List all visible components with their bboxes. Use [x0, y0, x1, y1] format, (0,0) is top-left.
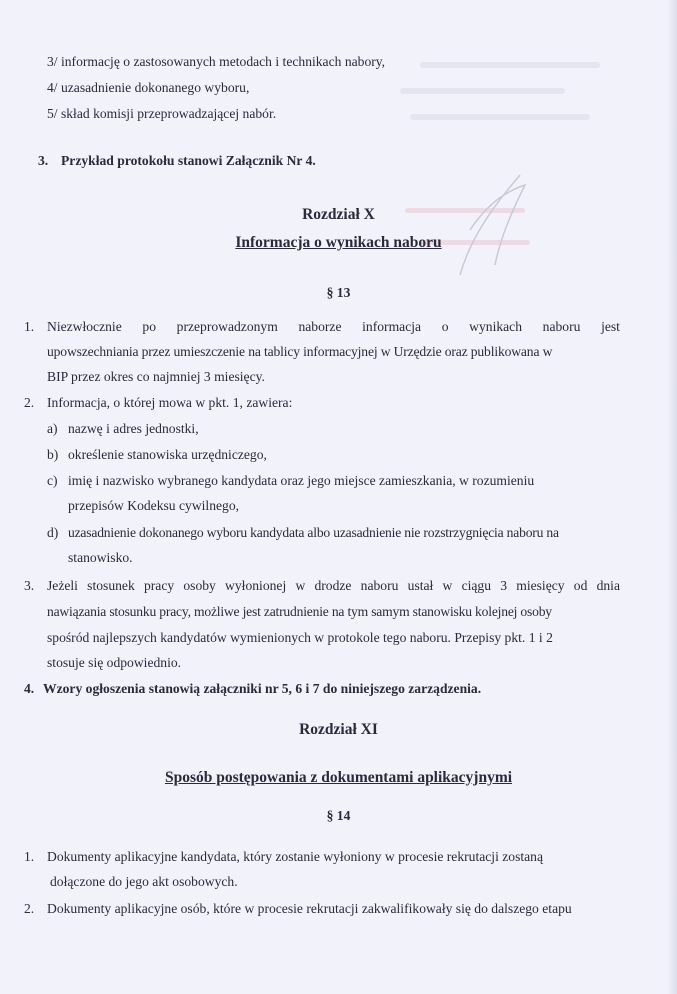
item-line: nawiązania stosunku pracy, możliwe jest zatrudnienie na tym samym stanowisku kolejnej osoby: [47, 604, 552, 619]
list-item: 4/ uzasadnienie dokonanego wyboru,: [47, 80, 250, 95]
item-number: 2.: [24, 901, 35, 916]
section-sign: § 13: [326, 285, 351, 300]
item-line: upowszechniania przez umieszczenie na tablicy informacyjnej w Urzędzie oraz publikowana w: [47, 344, 553, 359]
chapter-heading: Rozdział X: [302, 206, 375, 223]
subitem-text: nazwę i adres jednostki,: [68, 421, 199, 436]
item-line: stosuje się odpowiednio.: [47, 655, 182, 670]
item-line: Dokumenty aplikacyjne osób, które w procesie rekrutacji zakwalifikowały się do dalszego etapu: [47, 901, 572, 916]
point-number: 3.: [38, 153, 49, 168]
signature-mark: [450, 170, 540, 280]
subitem-text: imię i nazwisko wybranego kandydata oraz jego miejsce zamieszkania, w rozumieniu: [68, 473, 535, 488]
word: jest: [601, 319, 620, 334]
section-sign: § 14: [326, 808, 351, 823]
subitem-text: określenie stanowiska urzędniczego,: [68, 447, 267, 462]
subitem-text: uzasadnienie dokonanego wyboru kandydata albo uzasadnienie nie rozstrzygnięcia naboru na: [68, 525, 559, 540]
chapter-heading: Rozdział XI: [299, 721, 378, 738]
subitem-letter: a): [47, 421, 58, 436]
item-line: BIP przez okres co najmniej 3 miesięcy.: [47, 369, 265, 384]
bleed-through-mark: [420, 62, 600, 68]
subitem-letter: b): [47, 447, 59, 462]
subitem-letter: c): [47, 473, 58, 488]
word: wynikach: [469, 319, 523, 334]
list-item: 3/ informację o zastosowanych metodach i technikach nabory,: [47, 54, 386, 69]
item-line: Wzory ogłoszenia stanowią załączniki nr 5, 6 i 7 do niniejszego zarządzenia.: [43, 681, 482, 696]
item-number: 2.: [24, 395, 35, 410]
word: informacja: [362, 319, 422, 334]
word: przeprowadzonym: [176, 319, 278, 334]
word: naborze: [298, 319, 342, 334]
page-edge-shadow: [667, 0, 677, 994]
item-line: [47, 318, 620, 336]
chapter-title: Informacja o wynikach naboru: [235, 234, 442, 251]
subitem-text: przepisów Kodeksu cywilnego,: [68, 498, 240, 513]
item-number: 1.: [24, 849, 35, 864]
bleed-through-mark: [410, 114, 590, 120]
bleed-through-mark: [400, 88, 565, 94]
item-line: Informacja, o której mowa w pkt. 1, zawiera:: [47, 395, 293, 410]
subitem-text: stanowisko.: [68, 550, 133, 565]
item-line: Dokumenty aplikacyjne kandydata, który zostanie wyłoniony w procesie rekrutacji zostaną: [47, 849, 544, 864]
word: Niezwłocznie: [47, 319, 122, 334]
item-line: spośród najlepszych kandydatów wymienionych w protokole tego naboru. Przepisy pkt. 1 i 2: [47, 630, 553, 645]
item-number: 4.: [24, 681, 35, 696]
word: naboru: [542, 319, 581, 334]
item-line: dołączone do jego akt osobowych.: [50, 874, 238, 889]
point-text: Przykład protokołu stanowi Załącznik Nr 4.: [61, 153, 316, 168]
word: po: [142, 319, 156, 334]
subitem-letter: d): [47, 525, 59, 540]
item-line: Jeżeli stosunek pracy osoby wyłonionej w drodze naboru ustał w ciągu 3 miesięcy od dnia: [47, 578, 620, 593]
item-number: 3.: [24, 578, 35, 593]
word: o: [441, 319, 449, 334]
list-item: 5/ skład komisji przeprowadzającej nabór.: [47, 106, 277, 121]
item-number: 1.: [24, 319, 35, 334]
chapter-title: Sposób postępowania z dokumentami aplikacyjnymi: [164, 769, 513, 786]
